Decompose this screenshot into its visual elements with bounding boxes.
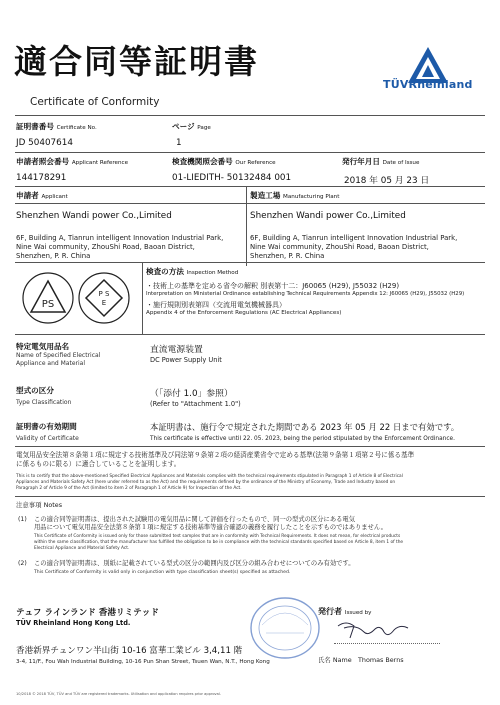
validity-value-japanese: 本証明書は、施行令で規定された期間である 2023 年 05 月 22 日まで有効です。 bbox=[150, 422, 460, 432]
validity-label-english: Validity of Certificate bbox=[16, 435, 79, 442]
note-1-japanese: この適合同等証明書は、提出された試験用の電気用品に関して評価を行ったもので、同一の型式の区分にある電気 用品について電気用品安全法第８条第１項に規定する技術基準等適合確認の義務を履行したことを示すものではありません。 bbox=[34, 516, 387, 532]
product-label: 特定電気用品名 bbox=[16, 342, 70, 351]
divider bbox=[15, 496, 485, 497]
divider bbox=[15, 186, 485, 187]
product-value-japanese: 直流電源装置 bbox=[150, 345, 203, 355]
company-address-japanese: 香港新界チュンワン半山街 10-16 富華工業ビル 3,4,11 階 bbox=[16, 646, 243, 656]
divider bbox=[15, 115, 485, 116]
cert-no-label: 証明書番号 Certificate No. bbox=[16, 122, 97, 131]
triangle-mark-icon bbox=[22, 272, 74, 324]
pse-mark-icon bbox=[78, 272, 130, 324]
notes-label: 注意事項 Notes bbox=[16, 501, 63, 509]
applicant-ref-value: 144178291 bbox=[16, 173, 67, 183]
applicant-ref-label: 申請者照会番号 Applicant Reference bbox=[16, 157, 129, 166]
issue-date-value: 2018 年 05 月 23 日 bbox=[344, 176, 430, 186]
statement-english: This is to certify that the above-mentioned Specified Electrical Appliances and Materials complies with the technical requirements stipulated in Paragraph 1 of Article 8 of Electrical Appliances and Materials Safety Act (here under referred to as the Act) and the requirements defined by the ordinance of the Ministry of Economy, Trade and Industry based on Paragraph 2 of Article 9 of the Act (limited to item 2 of Paragraph 1 of Article 9) for Inspection of the Act. bbox=[16, 474, 403, 491]
issue-date-label: 発行年月日 Date of Issue bbox=[342, 157, 420, 166]
cert-no-value: JD 50407614 bbox=[16, 138, 73, 148]
signature-line bbox=[334, 643, 440, 644]
note-2-number: (2) bbox=[18, 560, 27, 567]
type-label-english: Type Classification bbox=[16, 399, 72, 406]
our-ref-label: 検査機関照会番号 Our Reference bbox=[172, 157, 276, 166]
svg-text:PS: PS bbox=[41, 299, 55, 310]
issuer-label: 発行者 Issued by bbox=[318, 607, 372, 616]
divider bbox=[15, 334, 485, 335]
product-value-english: DC Power Supply Unit bbox=[150, 356, 222, 364]
company-address-english: 3-4, 11/F., Fou Wah Industrial Building, 10-16 Pun Shan Street, Tsuen Wan, N.T., Hong Kong bbox=[16, 659, 270, 665]
company-seal-stamp bbox=[248, 595, 322, 661]
column-divider bbox=[142, 262, 143, 334]
name-label: 氏名 Name bbox=[318, 656, 352, 664]
divider bbox=[15, 446, 485, 447]
note-1-number: (1) bbox=[18, 516, 27, 523]
applicant-label: 申請者 Applicant bbox=[16, 191, 68, 200]
divider bbox=[15, 203, 485, 204]
inspection-label: 検査の方法 Inspection Method bbox=[146, 267, 239, 276]
page-label: ページ Page bbox=[172, 122, 211, 131]
plant-address: 6F, Building A, Tianrun intelligent Innovation Industrial Park, Nine Wai community, ZhouShi Road, Baoan District, Shenzhen, P. R. China bbox=[250, 234, 458, 260]
company-name-japanese: テュフ ラインランド 香港リミテッド bbox=[16, 608, 159, 618]
fine-print: 10/2018 © 2018 TÜV, TÜV and TÜV are registered trademarks. Utilisation and application requires prior approval. bbox=[16, 692, 221, 696]
note-1-english: This Certificate of Conformity is issued only for those submitted test samples that are in conformity with Technical Requirements. It does not mean, for electrical products within the same classification, that the manufacturer has fulfilled the obligation to be in compliance with the technical standards specified based on Article 8, item 1 of the Electrical Appliance and Material Safety Act. bbox=[34, 534, 404, 551]
title-english: Certificate of Conformity bbox=[30, 96, 160, 108]
svg-text:P S: P S bbox=[98, 290, 110, 298]
plant-label: 製造工場 Manufacturing Plant bbox=[250, 191, 340, 200]
brand-name: TÜVRheinland bbox=[383, 78, 473, 91]
page-value: 1 bbox=[176, 138, 182, 148]
validity-value-english: This certificate is effective until 22. 05. 2023, being the period stipulated by the Enforcement Ordinance. bbox=[150, 436, 455, 442]
column-divider bbox=[246, 186, 247, 266]
divider bbox=[15, 152, 485, 153]
type-label: 型式の区分 bbox=[16, 386, 54, 395]
divider bbox=[15, 262, 485, 263]
validity-label: 証明書の有効期間 bbox=[16, 422, 77, 431]
our-ref-value: 01-LIEDITH- 50132484 001 bbox=[172, 173, 292, 183]
applicant-name: Shenzhen Wandi power Co.,Limited bbox=[16, 211, 172, 221]
signer-name: Thomas Berns bbox=[358, 656, 404, 664]
inspection-items: ・技術上の基準を定める省令の解釈 別表第十二：J60065 (H29), J55032 (H29) Interpretation on Ministerial Ordinance establishing Technical Requirements Appendix 12: J60065 (H29), J55032 (H29) ・施行規則別表第四（交流用電気機械器具） Appendix 4 of the Enforcement Regulations (AC Electrical Appliances) bbox=[146, 282, 465, 317]
signature bbox=[334, 618, 414, 642]
note-2-english: This Certificate of Conformity is valid only in conjunction with type classification sheet(s) specified as attached. bbox=[34, 570, 291, 575]
statement-japanese: 電気用品安全法第８条第１項に規定する技術基準及び同法第９条第２項の経済産業省令で定める基準(法第９条第１項第２号に係る基準 に係るものに限る）に適合していることを証明します。 bbox=[16, 451, 415, 468]
title-japanese: 適合同等証明書 bbox=[14, 42, 259, 81]
marks-box bbox=[22, 270, 132, 326]
svg-text:E: E bbox=[101, 299, 107, 307]
product-label-english: Name of Specified Electrical Appliance and Material bbox=[16, 352, 101, 368]
company-name-english: TÜV Rheinland Hong Kong Ltd. bbox=[16, 619, 131, 627]
type-value-japanese: （「添付 1.0」参照） bbox=[150, 389, 233, 399]
type-value-english: (Refer to "Attachment 1.0") bbox=[150, 400, 241, 408]
note-2-japanese: この適合同等証明書は、別紙に記載されている型式の区分の範囲内及び区分の組み合わせについてのみ有効です。 bbox=[34, 560, 355, 567]
applicant-address: 6F, Building A, Tianrun intelligent Innovation Industrial Park, Nine Wai community, ZhouShi Road, Baoan District, Shenzhen, P. R. China bbox=[16, 234, 224, 260]
plant-name: Shenzhen Wandi power Co.,Limited bbox=[250, 211, 406, 221]
